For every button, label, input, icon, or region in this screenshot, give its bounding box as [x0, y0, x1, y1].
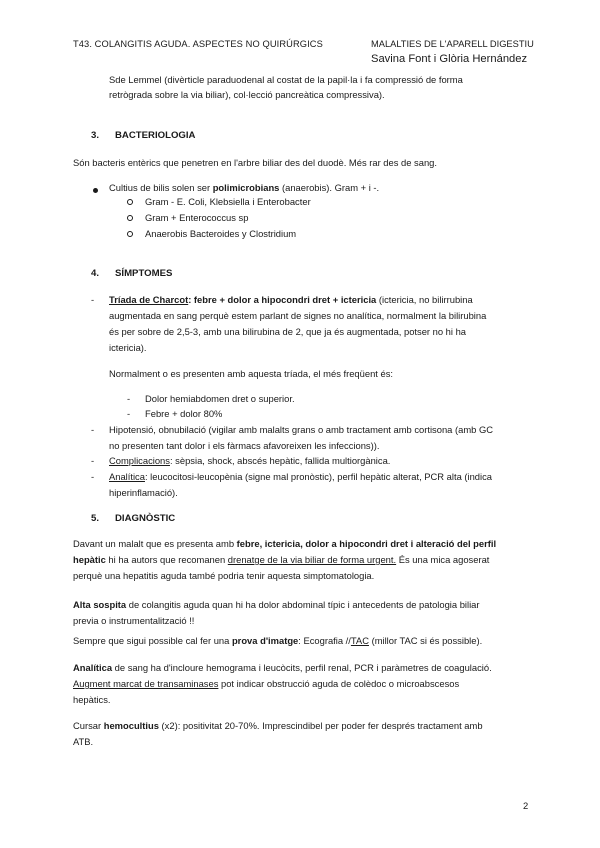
- intro-line-2: retrògrada sobre la via biliar), col·lecció pancreàtica compressiva).: [109, 89, 385, 100]
- section-4-number: 4.: [91, 268, 100, 279]
- section-3-number: 3.: [91, 130, 100, 141]
- section-3-subitem-3: Anaerobis Bacteroides y Clostridium: [145, 228, 297, 239]
- analytics-line-2: hiperinflamació).: [109, 487, 178, 498]
- intro-line-1: Sde Lemmel (divèrticle paraduodenal al costat de la papil·la i fa compressió de forma: [109, 74, 463, 85]
- diagnosis-p1-line-1: Davant un malalt que es presenta amb febre, ictericia, dolor a hipocondri dret i alteració del perfil: [73, 538, 497, 549]
- section-4-title: SÍMPTOMES: [115, 268, 173, 279]
- diagnosis-p2-line-2: previa o instrumentalització !!: [73, 615, 195, 626]
- header-course-title: T43. COLANGITIS AGUDA. ASPECTES NO QUIRÚRGICS: [73, 39, 323, 49]
- sub-bullet-circle: [127, 231, 133, 237]
- page-number: 2: [523, 800, 529, 811]
- triad-line-4: ictericia).: [109, 342, 147, 353]
- hypotension-line-2: no presenten tant dolor i els fàrmacs afavoreixen les infeccions)).: [109, 440, 380, 451]
- section-3-subitem-2: Gram + Enterococcus sp: [145, 212, 249, 223]
- triad-line-3: és per sobre de 2,5-3, amb una bilirubina de 2, que ja és augmentada, potser no hi ha: [109, 326, 467, 337]
- section-3-heading: [91, 130, 195, 141]
- header-subject: MALALTIES DE L'APARELL DIGESTIU: [371, 39, 534, 49]
- dash-marker: -: [127, 408, 131, 419]
- hypotension-line-1: Hipotensió, obnubilació (vigilar amb malalts grans o amb tractament amb cortisona (amb GC: [109, 424, 494, 435]
- dash-marker: -: [91, 294, 95, 305]
- dash-marker: -: [127, 393, 131, 404]
- section-3-title: BACTERIOLOGIA: [115, 130, 196, 141]
- section-4-heading: [91, 268, 172, 279]
- complications-line: Complicacions: sèpsia, shock, abscés hepàtic, fallida multiorgànica.: [109, 455, 391, 466]
- section-3-intro: Són bacteris entèrics que penetren en l'arbre biliar des del duodè. Més rar des de sang.: [73, 157, 437, 168]
- diagnosis-p5-line-2: ATB.: [73, 736, 94, 747]
- diagnosis-p4-line-3: hepàtics.: [73, 694, 111, 705]
- diagnosis-p3: Sempre que sigui possible cal fer una prova d'imatge: Ecografia //TAC (millor TAC si és possible).: [73, 635, 483, 646]
- diagnosis-p5-line-1: Cursar hemocultius (x2): positivitat 20-70%. Imprescindibel per poder fer després tractament amb: [73, 720, 483, 731]
- triad-line-2: augmentada en sang perquè estem parlant de signes no analítica, normalment la bilirubina: [109, 310, 487, 321]
- analytics-line-1: Analítica: leucocitosi-leucopènia (signe mal pronòstic), perfil hepàtic alterat, PCR alta (indica: [109, 471, 493, 482]
- bullet-dot: [93, 188, 98, 193]
- header-authors: Savina Font i Glòria Hernández: [371, 53, 528, 65]
- dash-marker: -: [91, 455, 95, 466]
- sub-bullet-circle: [127, 215, 133, 221]
- triad-line-1: Tríada de Charcot: febre + dolor a hipocondri dret + ictericia (ictericia, no bilirrubina: [109, 294, 473, 305]
- section-3-subitem-1: Gram - E. Coli, Klebsiella i Enterobacter: [145, 196, 311, 207]
- diagnosis-p1-line-3: perquè una hepatitis aguda també podria tenir aquesta simptomatologia.: [73, 570, 375, 581]
- symptom-sub-1: Dolor hemiabdomen dret o superior.: [145, 393, 295, 404]
- sub-bullet-circle: [127, 199, 133, 205]
- diagnosis-p4-line-2: Augment marcat de transaminases pot indicar obstrucció aguda de colèdoc o microabscesos: [73, 678, 460, 689]
- section-5-heading: [91, 513, 175, 524]
- symptom-sub-2: Febre + dolor 80%: [145, 408, 223, 419]
- dash-marker: -: [91, 471, 95, 482]
- section-3-bullet: Cultius de bilis solen ser polimicrobians (anaerobis). Gram + i -.: [109, 182, 380, 193]
- section-5-title: DIAGNÒSTIC: [115, 513, 176, 524]
- triad-normal-text: Normalment o es presenten amb aquesta tríada, el més freqüent és:: [109, 368, 394, 379]
- diagnosis-p4-line-1: Analítica de sang ha d'incloure hemograma i leucòcits, perfil renal, PCR i paràmetres de coagulació.: [73, 662, 492, 673]
- diagnosis-p2-line-1: Alta sospita de colangitis aguda quan hi ha dolor abdominal típic i antecedents de patologia biliar: [73, 599, 480, 610]
- dash-marker: -: [91, 424, 95, 435]
- section-5-number: 5.: [91, 513, 100, 524]
- diagnosis-p1-line-2: hepàtic hi ha autors que recomanen drenatge de la via biliar de forma urgent. És una mica agoserat: [73, 554, 490, 565]
